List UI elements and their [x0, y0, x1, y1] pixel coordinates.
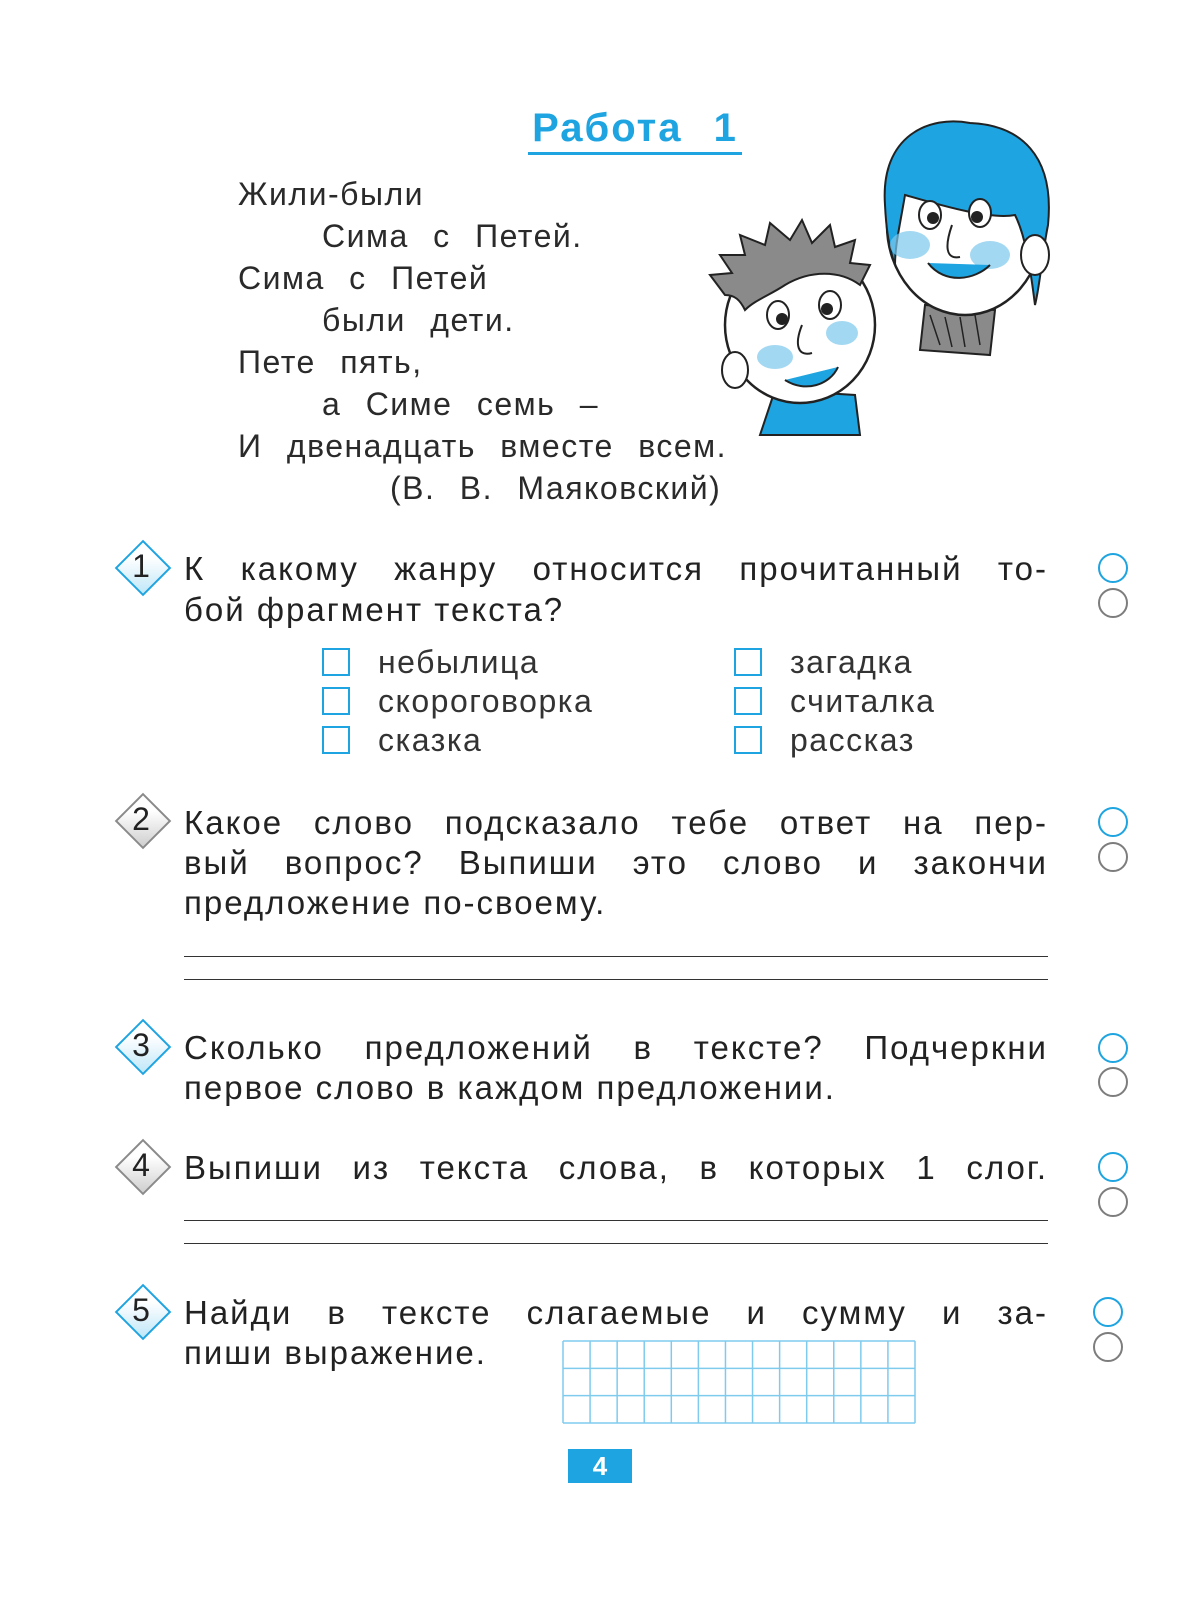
poem-line: Сима с Петей	[238, 260, 489, 296]
question-2-text-line: вый вопрос? Выпиши это слово и закончи	[184, 844, 1048, 881]
score-circle-gray[interactable]	[1093, 1332, 1123, 1362]
score-circle-blue[interactable]	[1098, 553, 1128, 583]
checkbox[interactable]	[734, 687, 762, 715]
question-2-text-line: Какое слово подсказало тебе ответ на пер-	[184, 804, 1048, 841]
poem-author: (В. В. Маяковский)	[390, 470, 722, 506]
answer-line[interactable]	[184, 1243, 1048, 1244]
poem-line: Сима с Петей.	[322, 218, 583, 254]
poem-line: Жили-были	[238, 176, 424, 212]
question-1-text-line: бой фрагмент текста?	[184, 591, 565, 628]
question-5-text-line: Найди в тексте слагаемые и сумму и за-	[184, 1294, 1048, 1331]
option-label: считалка	[790, 683, 936, 719]
two-boys-illustration	[690, 95, 1070, 455]
checkbox[interactable]	[734, 648, 762, 676]
answer-line[interactable]	[184, 956, 1048, 957]
score-circle-gray[interactable]	[1098, 1067, 1128, 1097]
poem-line: И двенадцать вместе всем.	[238, 428, 728, 464]
score-circle-blue[interactable]	[1098, 807, 1128, 837]
option-label: сказка	[378, 722, 483, 758]
answer-grid[interactable]	[562, 1340, 916, 1424]
question-3-text-line: первое слово в каждом предложении.	[184, 1069, 836, 1106]
score-circle-blue[interactable]	[1098, 1152, 1128, 1182]
option-label: загадка	[790, 644, 913, 680]
option-label: скороговорка	[378, 683, 594, 719]
question-number: 4	[132, 1147, 150, 1183]
blue-haired-boy	[885, 121, 1049, 355]
question-3-text-line: Сколько предложений в тексте? Подчеркни	[184, 1029, 1048, 1066]
question-1-text-line: К какому жанру относится прочитанный то-	[184, 550, 1048, 587]
option-label: небылица	[378, 644, 540, 680]
score-circle-blue[interactable]	[1093, 1297, 1123, 1327]
page-number: 4	[568, 1449, 632, 1483]
answer-line[interactable]	[184, 1220, 1048, 1221]
checkbox[interactable]	[734, 726, 762, 754]
checkbox[interactable]	[322, 687, 350, 715]
checkbox[interactable]	[322, 726, 350, 754]
question-number: 3	[132, 1027, 150, 1063]
question-number: 1	[132, 548, 150, 584]
score-circle-gray[interactable]	[1098, 1187, 1128, 1217]
option-label: рассказ	[790, 722, 915, 758]
gray-haired-boy	[710, 220, 875, 435]
score-circle-blue[interactable]	[1098, 1033, 1128, 1063]
question-number: 5	[132, 1292, 150, 1328]
poem-line: а Симе семь –	[322, 386, 600, 422]
checkbox[interactable]	[322, 648, 350, 676]
poem-line: были дети.	[322, 302, 515, 338]
question-number: 2	[132, 801, 150, 837]
page-title-text: Работа 1	[528, 106, 742, 155]
question-2-text-line: предложение по-своему.	[184, 884, 607, 921]
poem-line: Пете пять,	[238, 344, 423, 380]
question-4-text-line: Выпиши из текста слова, в которых 1 слог.	[184, 1149, 1048, 1186]
answer-line[interactable]	[184, 979, 1048, 980]
question-5-text-line: пиши выражение.	[184, 1334, 487, 1371]
score-circle-gray[interactable]	[1098, 588, 1128, 618]
score-circle-gray[interactable]	[1098, 842, 1128, 872]
